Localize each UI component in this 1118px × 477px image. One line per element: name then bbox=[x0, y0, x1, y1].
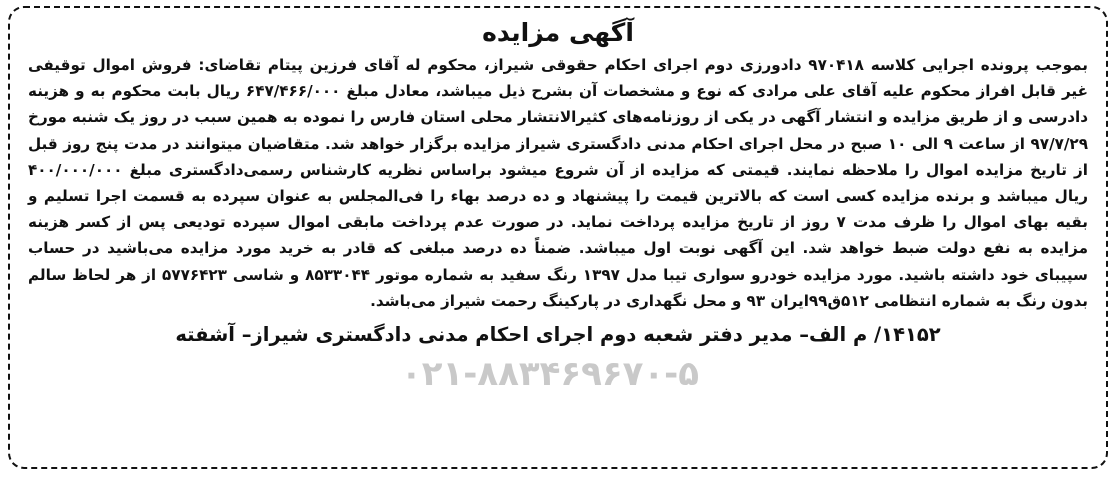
auction-notice bbox=[8, 6, 1108, 469]
notice-title: آگهی مزایده bbox=[482, 18, 634, 47]
notice-body: بموجب پرونده اجرایی کلاسه ۹۷۰۴۱۸ دادورزی دوم اجرای احکام حقوقی شیراز، محکوم له آقای فرزین پیتام تقاضای: فروش اموال توقیفی غیر قابل افراز محکوم علیه آقای علی مرادی که نوع و مشخصات آن بشرح ذیل میباشد، معادل مبلغ ۶۴۷/۴۶۶/۰۰۰ ریال بابت محکوم به و هزینه دادرسی و از طریق مزایده و انتشار آگهی در یکی از روزنامه‌های کثیرالانتشار محلی استان فارس را نموده به همین سبب در روز یک شنبه مورخ ۹۷/۷/۲۹ از ساعت ۹ الی ۱۰ صبح در محل اجرای احکام مدنی دادگستری شیراز مزایده برگزار خواهد شد. متقاضیان میتوانند در مدت پنج روز قبل از تاریخ مزایده اموال را ملاحظه نمایند. قیمتی که مزایده از آن شروع میشود براساس نظریه کارشناس رسمی‌دادگستری مبلغ ۴۰۰/۰۰۰/۰۰۰ ریال میباشد و برنده مزایده کسی است که بالاترین قیمت را پیشنهاد و ده درصد بهاء را فی‌المجلس به عنوان سپرده به قسمت اجرا تسلیم و بقیه بهای اموال را ظرف مدت ۷ روز از تاریخ مزایده پرداخت نماید. در صورت عدم پرداخت مابقی اموال سپرده تودیعی پس از کسر هزینه مزایده به نفع دولت ضبط خواهد شد. این آگهی نوبت اول میباشد. ضمناً ده درصد مبلغی که قادر به خرید مورد مزایده می‌باشید در حساب سپیبای خود داشته باشید. مورد مزایده خودرو سواری تیبا مدل ۱۳۹۷ رنگ سفید به شماره موتور ۸۵۳۳۰۴۴ و شاسی ۵۷۷۶۴۲۳ از هر لحاظ سالم بدون رنگ به شماره انتظامی ۵۱۲ق۹۹ایران ۹۳ و محل نگهداری در پارکینگ رحمت شیراز می‌باشد. bbox=[28, 56, 1088, 310]
watermark-phone: ۰۲۱-۸۸۳۴۶۹۶۷۰-۵ bbox=[401, 354, 699, 394]
notice-signature: ۱۴۱۵۲/ م الف– مدیر دفتر شعبه دوم اجرای احکام مدنی دادگستری شیراز– آشفته bbox=[175, 323, 941, 347]
